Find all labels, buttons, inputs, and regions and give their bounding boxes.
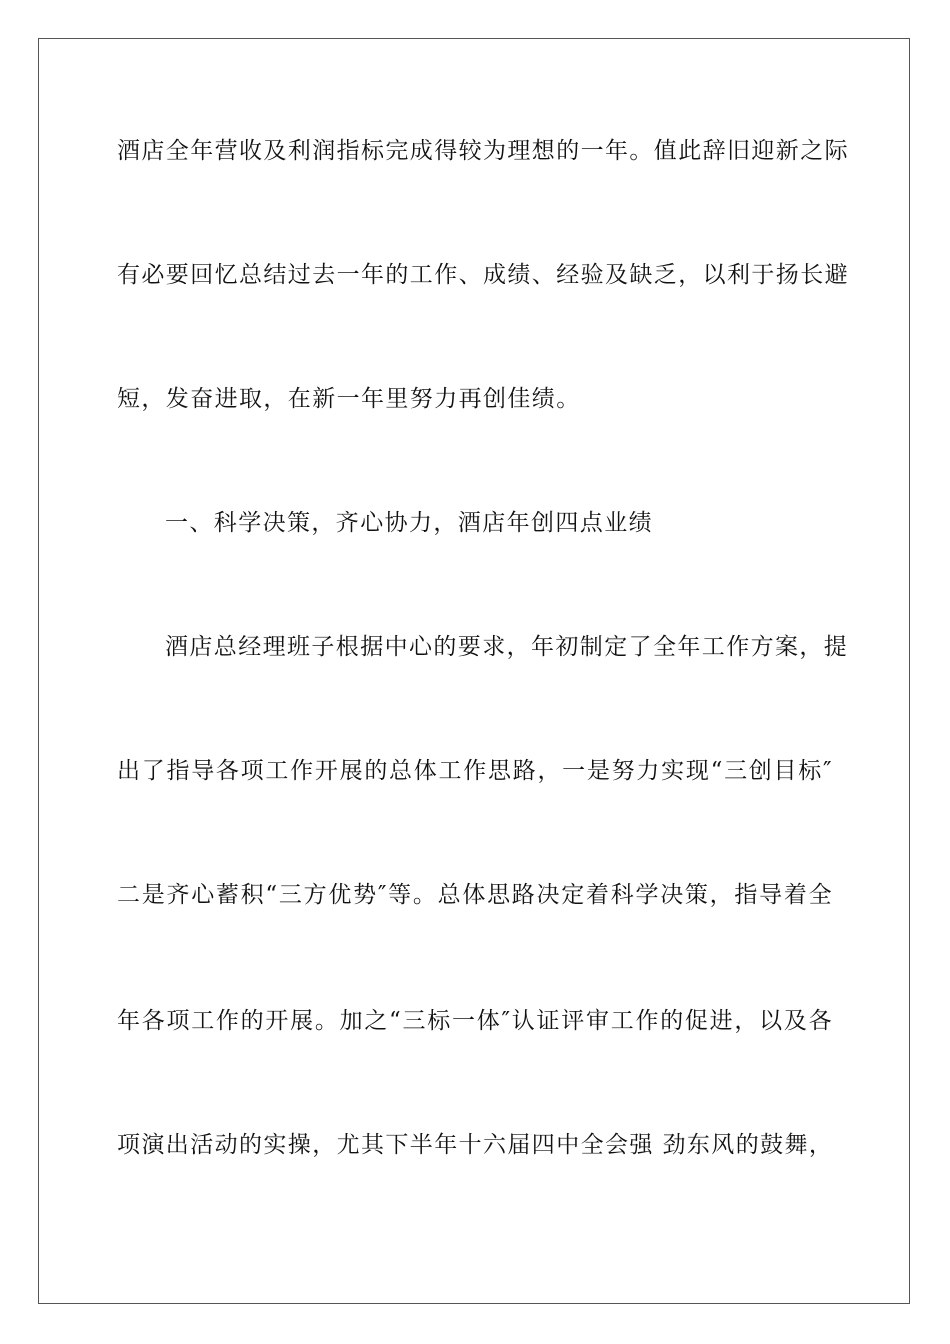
page-border — [38, 38, 910, 1304]
paragraph-line-9: 项演出活动的实操，尤其下半年十六届四中全会强 劲东风的鼓舞， — [117, 1132, 834, 1158]
paragraph-line-7: 二是齐心蓄积“三方优势″等。总体思路决定着科学决策，指导着全 — [117, 882, 833, 908]
paragraph-line-3: 短，发奋进取，在新一年里努力再创佳绩。 — [117, 386, 581, 412]
paragraph-line-2: 有必要回忆总结过去一年的工作、成绩、经验及缺乏，以利于扬长避 — [117, 262, 849, 288]
paragraph-line-1: 酒店全年营收及利润指标完成得较为理想的一年。值此辞旧迎新之际 — [117, 138, 849, 164]
paragraph-line-5: 酒店总经理班子根据中心的要求，年初制定了全年工作方案，提 — [165, 634, 849, 660]
paragraph-line-6: 出了指导各项工作开展的总体工作思路，一是努力实现“三创目标″ — [117, 758, 833, 784]
paragraph-line-8: 年各项工作的开展。加之“三标一体″认证评审工作的促进，以及各 — [117, 1008, 833, 1034]
section-heading: 一、科学决策，齐心协力，酒店年创四点业绩 — [165, 510, 653, 536]
